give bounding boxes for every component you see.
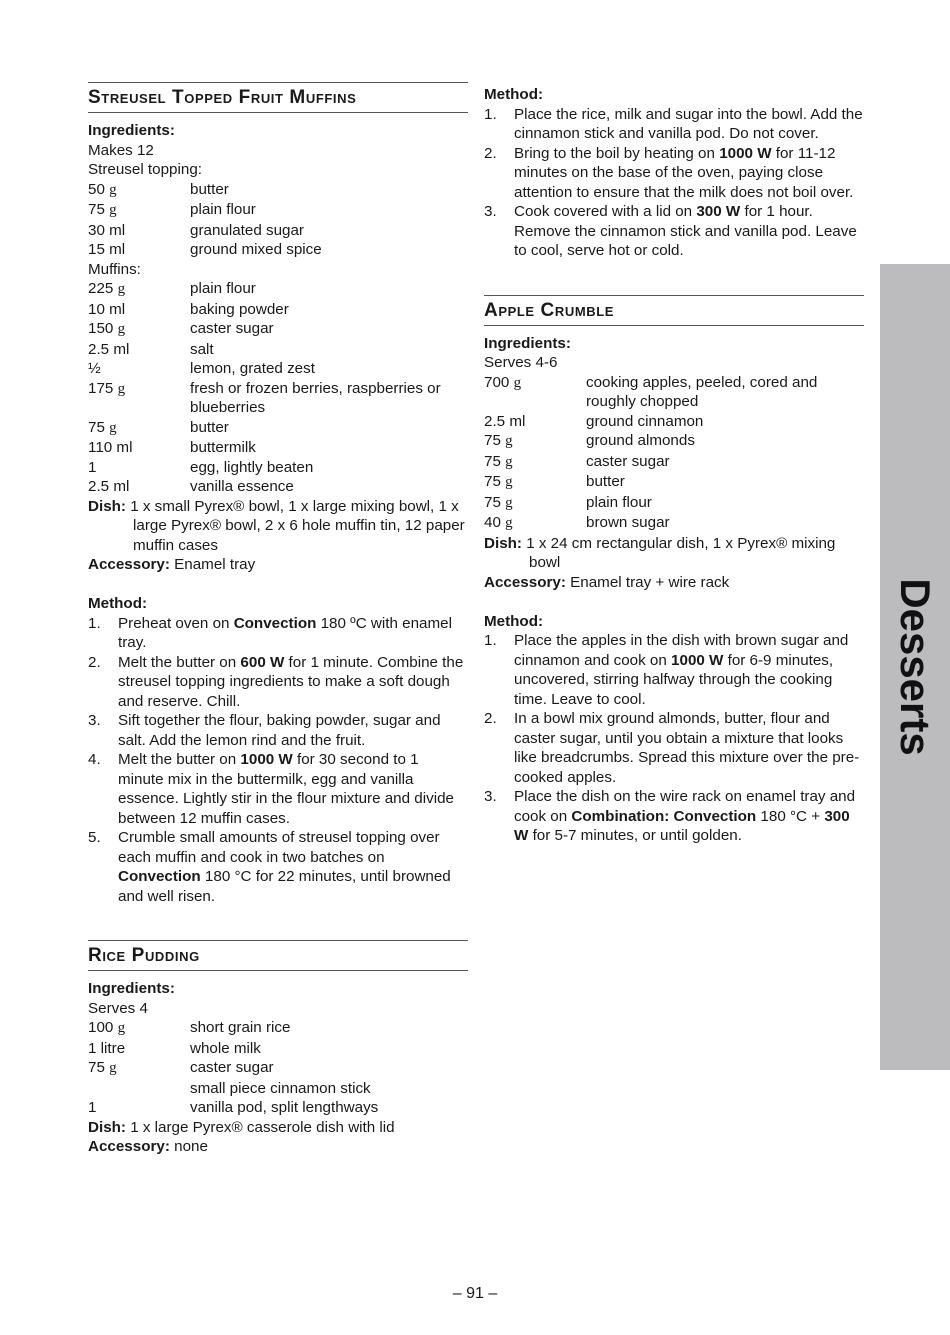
dish-text: 1 x small Pyrex® bowl, 1 x large mixing bowl, 1 x large Pyrex® bowl, 2 x 6 hole muffin tin, 12 paper muffin cases bbox=[130, 497, 465, 554]
muffins-topping-list bbox=[88, 180, 468, 260]
method-step: 5. Crumble small amounts of streusel topping over each muffin and cook in two batches on Convection 180 °C for 22 minutes, until browned and well risen. bbox=[88, 829, 451, 905]
left-column bbox=[88, 82, 468, 1157]
method-step: 1. Preheat oven on Convection 180 ºC with enamel tray. bbox=[88, 614, 452, 651]
dish-label: Dish: bbox=[484, 534, 522, 552]
ingredient-item: plain flour bbox=[190, 201, 256, 218]
ingredient-qty: 30 ml bbox=[88, 221, 126, 239]
ingredient-item: cooking apples, peeled, cored and roughly chopped bbox=[586, 373, 818, 410]
crumble-ingredients-list bbox=[484, 373, 864, 534]
ingredient-row bbox=[88, 221, 468, 241]
ingredient-qty: 110 ml bbox=[88, 439, 133, 456]
ingredient-qty: 15 ml bbox=[88, 241, 126, 258]
ingredient-item: ground cinnamon bbox=[586, 412, 704, 430]
accessory-text: none bbox=[174, 1138, 208, 1155]
method-step: 1. Place the apples in the dish with brown sugar and cinnamon and cook on 1000 W for 6-9 minutes, uncovered, stirring halfway through the cooking time. Leave to cool. bbox=[484, 632, 849, 708]
accessory-label: Accessory: bbox=[88, 556, 170, 573]
dish-label: Dish: bbox=[88, 497, 126, 515]
method-step: 3. Cook covered with a lid on 300 W for 1 hour. Remove the cinnamon stick and vanilla pod. Leave to cool, serve hot or cold. bbox=[484, 203, 857, 259]
ingredient-row bbox=[88, 1039, 468, 1059]
ingredient-qty: 75 g bbox=[88, 201, 117, 218]
rice-serves: Serves 4 bbox=[88, 999, 148, 1017]
method-step: 3. Place the dish on the wire rack on enamel tray and cook on Combination: Convection 180 °C + 300 W for 5-7 minutes, or until golden. bbox=[484, 788, 856, 844]
crumble-steps bbox=[484, 631, 864, 846]
page-number: – 91 – bbox=[452, 1285, 498, 1302]
ingredient-qty: 10 ml bbox=[88, 300, 126, 318]
crumble-ingredients-label: Ingredients: bbox=[484, 334, 571, 352]
dish-text: 1 x large Pyrex® casserole dish with lid bbox=[130, 1118, 395, 1136]
crumble-dish bbox=[484, 534, 864, 573]
ingredient-qty: 1 bbox=[88, 458, 97, 476]
ingredient-item: caster sugar bbox=[586, 452, 670, 470]
ingredient-item: lemon, grated zest bbox=[190, 360, 315, 377]
accessory-text: Enamel tray bbox=[174, 556, 256, 573]
ingredient-row bbox=[484, 452, 864, 473]
crumble-title: Apple Crumble bbox=[484, 295, 864, 326]
ingredient-item: plain flour bbox=[586, 493, 652, 511]
ingredient-row bbox=[484, 472, 864, 493]
ingredient-row bbox=[484, 431, 864, 452]
ingredient-qty: 100 g bbox=[88, 1019, 126, 1036]
rice-ingredients-list bbox=[88, 1018, 468, 1118]
method-step: 1. Place the rice, milk and sugar into the bowl. Add the cinnamon stick and vanilla pod. Do not cover. bbox=[484, 105, 863, 142]
ingredient-qty: 2.5 ml bbox=[88, 478, 130, 495]
rice-ingredients-label: Ingredients: bbox=[88, 980, 175, 997]
ingredient-qty: 75 g bbox=[88, 1059, 117, 1076]
ingredient-item: short grain rice bbox=[190, 1019, 291, 1036]
accessory-text: Enamel tray + wire rack bbox=[570, 573, 730, 591]
method-step: 4. Melt the butter on 1000 W for 30 second to 1 minute mix in the buttermilk, egg and vanilla essence. Lightly stir in the flour mixture and divide between 12 muffin cases. bbox=[88, 751, 454, 827]
ingredient-item: whole milk bbox=[190, 1039, 261, 1057]
section-sidebar-tab bbox=[880, 264, 950, 1070]
ingredient-qty: 75 g bbox=[484, 452, 513, 470]
rice-dish bbox=[88, 1118, 468, 1138]
right-column bbox=[484, 82, 864, 846]
ingredient-row bbox=[88, 1098, 468, 1118]
ingredient-item: butter bbox=[586, 473, 625, 490]
crumble-accessory bbox=[484, 573, 864, 593]
ingredient-item: vanilla pod, split lengthways bbox=[190, 1099, 379, 1116]
ingredient-qty: 75 g bbox=[484, 493, 513, 511]
ingredient-item: caster sugar bbox=[190, 1059, 274, 1076]
muffins-title: Streusel Topped Fruit Muffins bbox=[88, 82, 468, 113]
ingredient-qty: 700 g bbox=[484, 373, 522, 391]
rice-accessory bbox=[88, 1137, 468, 1157]
crumble-method-label: Method: bbox=[484, 612, 544, 630]
ingredient-row bbox=[484, 493, 864, 514]
ingredient-qty: 175 g bbox=[88, 379, 126, 397]
accessory-label: Accessory: bbox=[88, 1138, 170, 1155]
ingredient-row bbox=[88, 1058, 468, 1079]
muffins-topping-header: Streusel topping: bbox=[88, 161, 202, 178]
method-step: 2. Melt the butter on 600 W for 1 minute. Combine the streusel topping ingredients to make a soft dough and reserve. Chill. bbox=[88, 653, 464, 710]
ingredient-item: vanilla essence bbox=[190, 478, 294, 495]
ingredient-row bbox=[88, 180, 468, 201]
ingredient-qty bbox=[88, 1079, 190, 1099]
ingredient-item: butter bbox=[190, 180, 229, 198]
ingredient-qty: 225 g bbox=[88, 280, 126, 297]
ingredient-row bbox=[88, 300, 468, 320]
muffins-dish bbox=[88, 497, 468, 556]
ingredient-row bbox=[88, 279, 468, 300]
method-step: 2. In a bowl mix ground almonds, butter, flour and caster sugar, until you obtain a mixture that looks like breadcrumbs. Spread this mixture over the pre-cooked apples. bbox=[484, 710, 860, 786]
muffins-ingredients-label: Ingredients: bbox=[88, 122, 175, 139]
ingredient-qty: 1 bbox=[88, 1099, 97, 1116]
ingredient-qty: 2.5 ml bbox=[88, 340, 130, 358]
ingredient-qty: 150 g bbox=[88, 320, 126, 337]
rice-title: Rice Pudding bbox=[88, 940, 468, 971]
muffins-steps bbox=[88, 614, 468, 907]
method-step: 3. Sift together the flour, baking powder, sugar and salt. Add the lemon rind and the fruit. bbox=[88, 712, 441, 749]
ingredient-row bbox=[88, 200, 468, 221]
ingredient-row bbox=[88, 319, 468, 340]
rice-steps bbox=[484, 105, 864, 261]
ingredient-row bbox=[88, 240, 468, 260]
ingredient-qty: 1 litre bbox=[88, 1039, 126, 1057]
ingredient-item: small piece cinnamon stick bbox=[190, 1079, 371, 1097]
ingredient-row bbox=[88, 1079, 468, 1099]
ingredient-item: plain flour bbox=[190, 280, 256, 297]
ingredient-row bbox=[88, 379, 468, 418]
ingredient-qty: 75 g bbox=[484, 473, 513, 490]
ingredient-qty: 75 g bbox=[88, 418, 117, 436]
ingredient-item: butter bbox=[190, 418, 229, 436]
muffins-method-label: Method: bbox=[88, 595, 148, 612]
crumble-serves: Serves 4-6 bbox=[484, 354, 558, 371]
ingredient-row bbox=[484, 513, 864, 534]
ingredient-item: ground mixed spice bbox=[190, 241, 322, 258]
ingredient-qty: 2.5 ml bbox=[484, 412, 526, 430]
muffins-accessory bbox=[88, 555, 468, 575]
ingredient-qty: ½ bbox=[88, 360, 101, 377]
muffins-muffins-header: Muffins: bbox=[88, 260, 141, 278]
ingredient-row bbox=[88, 418, 468, 439]
ingredient-row bbox=[88, 458, 468, 478]
accessory-label: Accessory: bbox=[484, 573, 566, 591]
ingredient-row bbox=[88, 438, 468, 458]
ingredient-item: egg, lightly beaten bbox=[190, 458, 314, 476]
ingredient-qty: 50 g bbox=[88, 180, 117, 198]
muffins-makes: Makes 12 bbox=[88, 141, 154, 159]
dish-text: 1 x 24 cm rectangular dish, 1 x Pyrex® mixing bowl bbox=[526, 534, 836, 571]
ingredient-item: brown sugar bbox=[586, 514, 670, 531]
muffins-muffins-list bbox=[88, 279, 468, 497]
ingredient-row bbox=[88, 1018, 468, 1039]
ingredient-row bbox=[88, 359, 468, 379]
ingredient-row bbox=[484, 373, 864, 412]
ingredient-item: salt bbox=[190, 340, 214, 358]
ingredient-row bbox=[88, 340, 468, 360]
ingredient-row bbox=[484, 412, 864, 432]
ingredient-item: caster sugar bbox=[190, 320, 274, 337]
ingredient-item: granulated sugar bbox=[190, 221, 304, 239]
ingredient-item: buttermilk bbox=[190, 439, 256, 456]
ingredient-qty: 75 g bbox=[484, 432, 513, 449]
rice-method-label: Method: bbox=[484, 86, 544, 103]
ingredient-item: fresh or frozen berries, raspberries or blueberries bbox=[190, 379, 441, 416]
ingredient-item: baking powder bbox=[190, 300, 289, 318]
ingredient-qty: 40 g bbox=[484, 514, 513, 531]
ingredient-item: ground almonds bbox=[586, 432, 695, 449]
method-step: 2. Bring to the boil by heating on 1000 W for 11-12 minutes on the base of the oven, paying close attention to ensure that the milk does not boil over. bbox=[484, 144, 854, 201]
ingredient-row bbox=[88, 477, 468, 497]
sidebar-label: Desserts bbox=[892, 578, 939, 756]
dish-label: Dish: bbox=[88, 1118, 126, 1136]
